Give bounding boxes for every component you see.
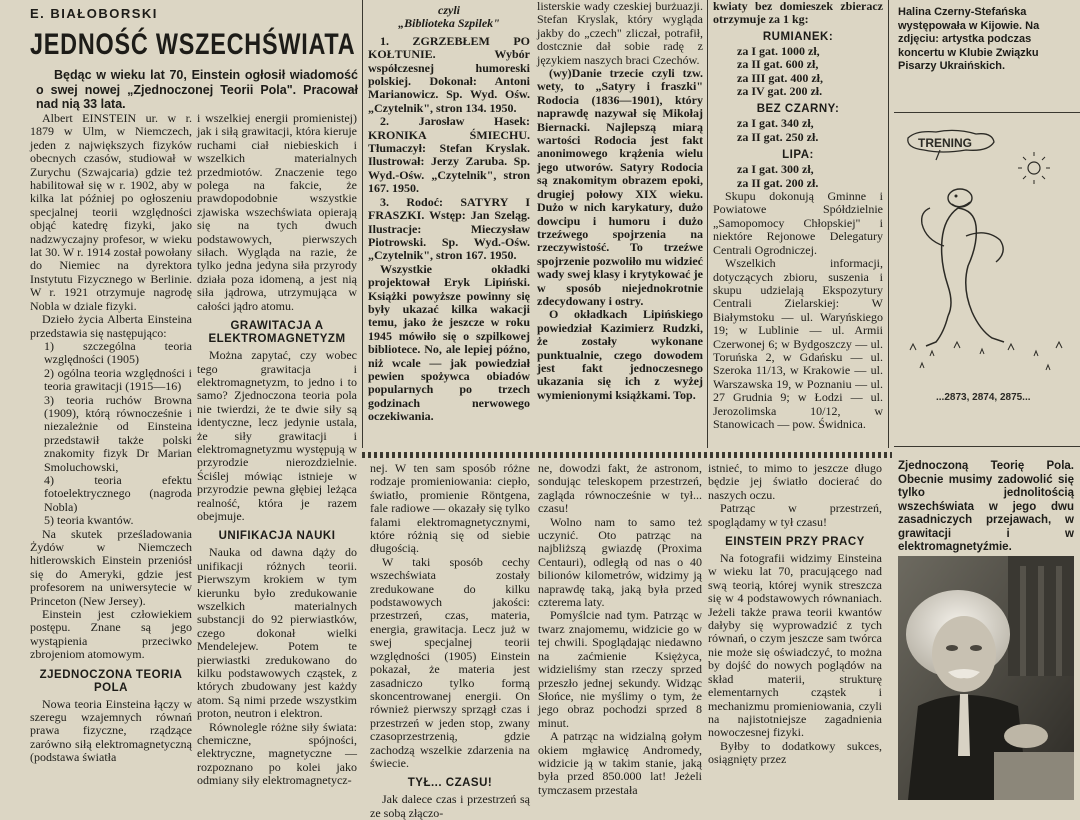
works-list: [30, 340, 192, 528]
list-item: 2) ogólna teoria względności i teoria grawitacji (1915—16): [44, 365, 192, 394]
paragraph: istnieć, to mimo to jeszcze długo będzie jej światło docierać do naszych oczu.: [708, 461, 882, 502]
paragraph: Wszelkich informacji, dotyczących zbioru, suszenia i skupu udzielają Ekspozytury Centrali Zielarskiej: W Białymstoku — ul. Waryńskiego 19; w Lublinie — ul. Armii Czerwonej 6; w Bydgoszczy — ul. Toruńska 2, w Gdańsku — ul. Szeroka 11/13, w Krakowie — ul. Warszawska 19, w Poznaniu — ul. 27 Grudnia 9; w Łodzi — ul. Jerozolimska 10/12, w Stanowicach — pow. Świdnica.: [713, 256, 883, 431]
column-divider: [888, 0, 889, 448]
paragraph: Einstein jest człowiekiem postępu. Znane są jego wystąpienia przeciwko zbrojeniom atomowym.: [30, 607, 192, 662]
list-item: 1) szczególna teoria względności (1905): [44, 338, 192, 367]
article-column-5: [708, 462, 882, 800]
list-item: 4) teoria efektu fotoelektrycznego (nagroda Nobla): [44, 472, 192, 514]
books-header-title: „Biblioteka Szpilek": [398, 16, 500, 31]
notice-lipa-heading: LIPA:: [782, 149, 814, 162]
herbs-notice-column: [713, 0, 883, 448]
price-item: za I gat. 1000 zł,: [737, 43, 820, 58]
article-column-3: [370, 461, 530, 820]
book-entry: 3. Rodoć: SATYRY I FRASZKI. Wstęp: Jan Szeląg. Ilustracje: Mieczysław Piotrowski. Sp. Wyd.-Ośw. „Czytelnik", stron 167. 1950.: [368, 194, 530, 263]
price-item: za III gat. 400 zł,: [737, 70, 823, 85]
cartoon-holder: [896, 116, 1080, 412]
price-item: za I gat. 300 zł,: [737, 162, 814, 177]
notice-bez-heading: BEZ CZARNY:: [756, 103, 840, 116]
list-item: 3) teoria ruchów Browna (1909), którą równocześnie i niezależnie od Einsteina przedstawił także polski znakomity fizyk Dr Marian Smoluchowski,: [44, 392, 192, 474]
article-column-4: [538, 462, 702, 800]
paragraph: nej. W ten sam sposób różne rodzaje promieniowania: ciepło, światło, promienie Röntgena, fale radiowe — okazały się tylko falami elektromagnetycznymi, które różnią się od siebie długością.: [370, 461, 530, 556]
article-author: E. BIAŁOBORSKI: [30, 6, 158, 21]
trening-cartoon-drawing: [896, 116, 1080, 412]
price-item: za II gat. 200 zł.: [737, 175, 819, 190]
paragraph: Patrząc w przestrzeń, spoglądamy w tył czasu!: [708, 501, 882, 529]
article-column-1: [30, 112, 192, 800]
price-item: za II gat. 250 zł.: [737, 129, 819, 144]
subheading-grawitacja: GRAWITACJA A ELEKTROMAGNETYZM: [208, 320, 346, 346]
book-entry: 2. Jarosław Hasek: KRONIKA ŚMIECHU. Tłumaczył: Stefan Kryslak. Ilustrował: Jerzy Zaruba. Sp. Wyd.-Ośw. „Czytelnik", stron 167. 1950.: [368, 114, 530, 196]
price-item: za I gat. 340 zł,: [737, 116, 814, 131]
paragraph: Nowa teoria Einsteina łączy w szeregu wzajemnych równań prawa fizyczne, rządzące zarówno siłą elektromagnetyczną (podstawa światła: [30, 696, 192, 765]
paragraph: O okładkach Lipińskiego powiedział Kazimierz Rudzki, że zostały wykonane punktualnie, czego dowodem jest fakt jednoczesnego ukazania się ich z wyżej wymienionymi książkami. Top.: [537, 307, 703, 402]
article-column-2: [197, 112, 357, 800]
paragraph: Skupu dokonują Gminne i Powiatowe Spółdzielnie „Samopomocy Chłopskiej" i niektóre Rejonowe Delegatury Centrali Ogrodniczej.: [713, 189, 883, 257]
paragraph: Można zapytać, czy wobec tego grawitacja i elektromagnetyzm, to jedno i to samo? Zjednoczona teoria pola nie twierdzi, że te dwie siły są identyczne, lecz jedynie ustala, że siły grawitacji i elektromagnetyzmu występują w przyrodzie nierozdzielnie. Ściślej mówiąc istnieje w przyrodzie pewna głębiej leżąca realność, która je razem obejmuje.: [197, 348, 357, 523]
paragraph: Równolegle różne siły świata: chemiczne, spójności, elektryczne, magnetyczne — rozpoznano po kolei jako odmiany siły elektromagnetycz-: [197, 719, 357, 788]
notice-rumianek-heading: RUMIANEK:: [762, 30, 834, 43]
price-list: [713, 45, 883, 99]
notice-intro: kwiaty bez domieszek zbieracz otrzymuje za 1 kg:: [713, 0, 883, 27]
cartoon-counter: ...2873, 2874, 2875...: [936, 392, 1031, 403]
cartoon-label: TRENING: [918, 136, 972, 150]
paragraph: Wolno nam to samo też uczynić. Oto patrząc na najbliższą gwiazdę (Proxima Centauri), odległą od nas o 40 bilionów kilometrów, widzimy ją naprawdę taką, jaką była przed czterema laty.: [538, 514, 702, 610]
book-entry: Wszystkie okładki projektował Eryk Lipiński. Książki powyższe powinny się były ukazać kilka wakacji temu, jako że jeszcze w roku 1945 mówiło się o szpilkowej bibliotece. No, ale lepiej późno, niż wcale — jak powiedział pewien spożywca obiadów popularnych po trzech godzinach nerwowego oczekiwania.: [368, 261, 530, 424]
books-header-top: czyli: [438, 3, 460, 17]
column-divider: [362, 0, 363, 448]
price-list: [713, 163, 883, 190]
price-item: za II gat. 600 zł,: [737, 57, 819, 72]
caption-divider: [894, 112, 1080, 113]
paragraph: ne, dowodzi fakt, że astronom, sondując teleskopem przestrzeń, zagląda równocześnie w tył... czasu!: [538, 461, 702, 516]
price-list: [713, 117, 883, 144]
column-divider: [707, 0, 708, 448]
article-column-6: [898, 460, 1074, 552]
cartoon-drawing: [898, 414, 1074, 448]
einstein-photo: [898, 556, 1074, 800]
subheading-tyl-czasu: TYŁ... CZASU!: [407, 777, 493, 790]
paragraph: listerskie wady czeskiej burżuazji. Stefan Kryslak, który wygląda jakby do „czech" zliczał, potrafił, dostcznie dał sobie radę z językiem naszych braci Czechów.: [537, 0, 703, 67]
paragraph: Pomyślcie nad tym. Patrząc w twarz znajomemu, widzicie go w tej chwili. Spoglądając niedawno na zaćmienie Księżyca, widzieliśmy stan rzeczy sprzed przeszło jednej sekundy. Widząc Słońce, nie myślimy o tym, że jego obraz pochodzi sprzed 8 minut.: [538, 608, 702, 730]
subheading-unifikacja: UNIFIKACJA NAUKI: [218, 530, 336, 543]
list-item: 5) teoria kwantów.: [44, 513, 134, 528]
books-column: [368, 0, 530, 448]
paragraph: Byłby to dodatkowy sukces, osiągnięty przez: [708, 738, 882, 767]
price-item: za IV gat. 200 zł.: [737, 84, 823, 99]
paragraph: A patrząc na widzialną gołym okiem mgławicę Andromedy, widzicie ją w takim stanie, jaką była przed 850.000 lat! Jeżeli tymczasem przestała: [538, 729, 702, 797]
paragraph: Dzieło życia Alberta Einsteina przedstawia się następująco:: [30, 312, 192, 340]
books-column-b: [537, 0, 703, 448]
paragraph: Na skutek prześladowania Żydów w Niemczech hitlerowskich Einstein przeniósł się do Ameryki, gdzie jest profesorem na uniwersytecie w Princeton (New Jersey).: [30, 526, 192, 608]
subheading-einstein: EINSTEIN PRZY PRACY: [725, 536, 865, 549]
subheading-zjednoczona: ZJEDNOCZONA TEORIA POLA: [39, 668, 183, 694]
article-headline: JEDNOŚĆ WSZECHŚWIATA: [30, 28, 356, 61]
section-divider: [362, 452, 892, 458]
photo-caption: Halina Czerny-Stefańska występowała w Kijowie. Na zdjęciu: artystka podczas koncertu w Klubie Związku Pisarzy Ukraińskich.: [898, 6, 1040, 72]
paragraph: Nauka od dawna dąży do unifikacji różnych teorii. Pierwszym krokiem w tym kierunku było zredukowanie wszelkich materialnych substancji do 92 pierwiastków, czego dokonał wielki Mendelejew. Potem te pierwiastki zredukowano do kilku podstawowych cząstek, z których zbudowany jest każdy atom. Są nimi przede wszystkim proton, neutron i elektron.: [197, 545, 357, 721]
paragraph: Jak dalece czas i przestrzeń są ze sobą złączo-: [370, 792, 530, 820]
book-entry: 1. ZGRZEBŁEM PO KOŁTUNIE. Wybór współczesnej humoreski polskiej. Dokonał: Antoni Marianowicz. Sp. Wyd. Ośw. „Czytelnik", stron 134. 1950.: [368, 33, 530, 115]
article-lead: Będąc w wieku lat 70, Einstein ogłosił wiadomość o swej nowej „Zjednoczonej Teorii Pola". Pracował nad nią 33 lata.: [36, 68, 358, 111]
paragraph: W taki sposób cechy wszechświata zostały zredukowane do kilku podstawowych jakości: przestrzeń, czas, materia, energia, grawitacja. Lecz już w swej specjalnej teorii względności (1905) Einstein pokazał, że materia jest zasadniczo tylko formą skoncentrowanej energii. On również pierwszy sprzągł czas i przestrzeń w jeden stop, zwany czasoprzestrzenią, gdzie zachodzą wszelkie zdarzenia na świecie.: [370, 554, 530, 770]
paragraph: Na fotografii widzimy Einsteina w wieku lat 70, pracującego nad swą teorią, której wynik streszcza się w 4 podstawowych równaniach. Jeżeli także prawa teorii kwantów dałyby się wyprowadzić z tych równań, o czym jeszcze sam twórca nie może się oświadczyć, to można by dojść do nowych poglądów na skład materii, strukturę elementarnych cząstek i mechanizmu promieniowania, czyli na najistotniejsze zagadnienia nowoczesnej fizyki.: [708, 551, 882, 740]
cartoon-bottom-rule: [894, 446, 1080, 447]
paragraph: i wszelkiej energii promienistej) jak i siłą grawitacji, która kieruje ruchami ciał niebieskich i wszelkich materialnych przedmiotów. Znaczenie tego polega na fakcie, że prawdopodobnie wszystkie zjawiska wszechświata opierają się na tych dwuch podstawowych, pierwszych siłach. Wygląda na razie, że tylko jedna jedyna siła przyrody działa poza idomeną, a jest nią siła jądrowa, utrzymująca w całości jądro atomu.: [197, 111, 357, 313]
paragraph: Zjednoczoną Teorię Pola. Obecnie musimy zadowolić się tylko jednolitością wszechświata w jego dwu zasadniczych przejawach, w grawitacji i w elektromagnetyźmie.: [898, 460, 1074, 553]
paragraph: (wy)Danie trzecie czyli tzw. wety, to „Satyry i fraszki" Rodocia (1836—1901), który naprawdę nazywał się Mikołaj Biernacki. Najlepszą miarą wartości Rodocia jest fakt anonimowego krążenia wielu jego utworów. Satyry Rodocia są znakomitym obrazem epoki, drugiej połowy XIX wieku. Dużo w nich karykatury, dużo dowcipu i humoru i dużo trzeźwego spojrzenia na rzeczywistość. To trzeźwe spojrzenie pozwoliło mu widzieć wady swej klasy i krytykować je w sposób niejednokrotnie zdecydowany i ostry.: [537, 66, 703, 308]
paragraph: Albert EINSTEIN ur. w r. 1879 w Ulm, w Niemczech, jeden z największych fizyków obecnych czasów, studiował w Zurychu (Szwajcaria) gdzie też habilitował się w r. 1902, aby w kilka lat później po ogłoszeniu specjalnej teorii względności objąć katedrę fizyki, jako nadzwyczajny profesor, w wieku lat 30. W r. 1914 został powołany do Niemiec na dyrektora Instytutu Fizycznego w Berlinie. W r. 1921 otrzymuje nagrodę Nobla w dziale fizyki.: [30, 111, 192, 313]
